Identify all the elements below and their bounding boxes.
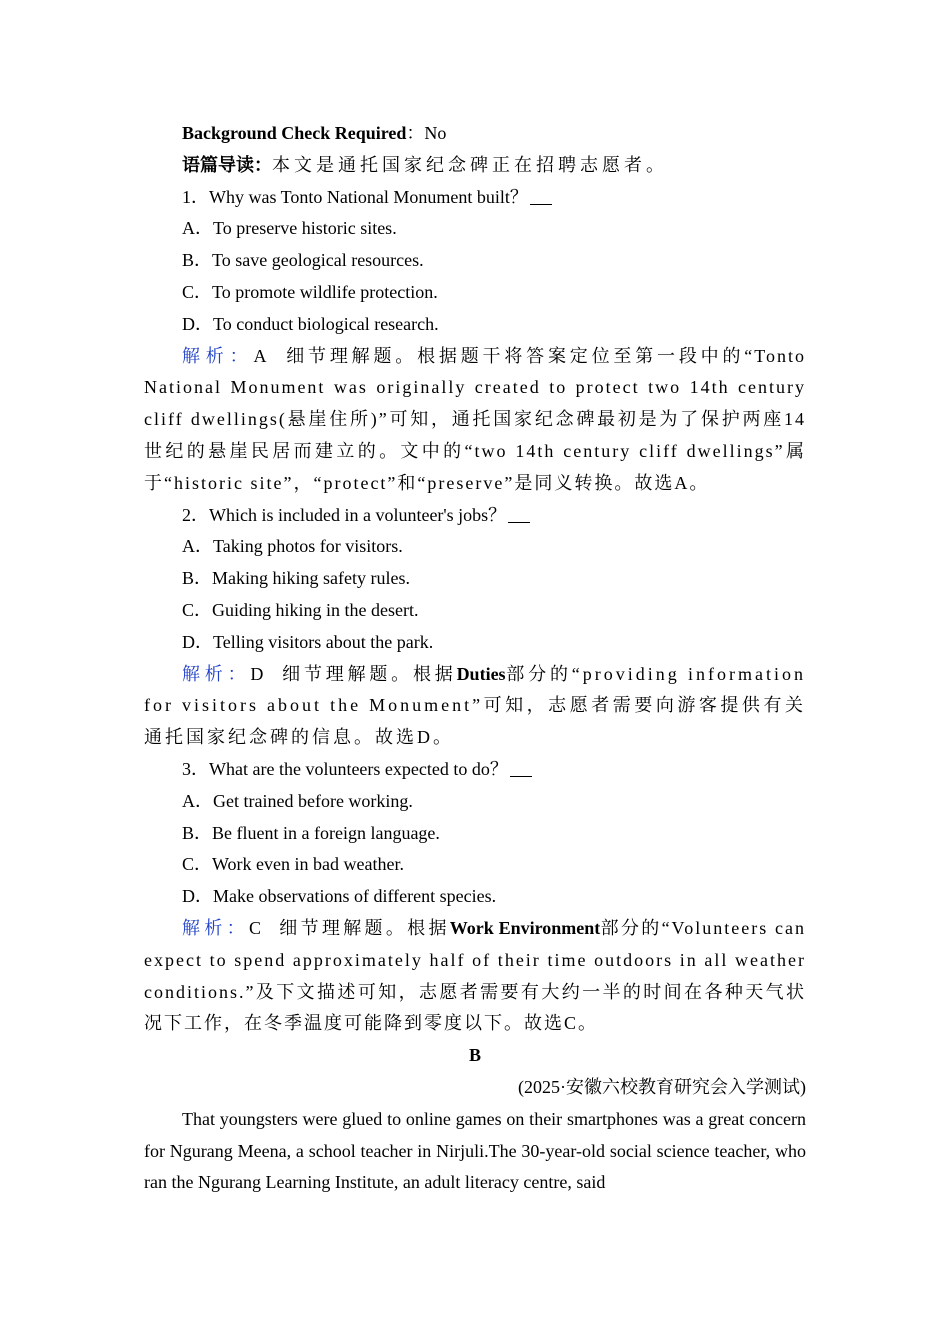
- answer-blank: [508, 504, 530, 523]
- bg-check-sep: ：: [406, 123, 425, 143]
- analysis-label: 解析：: [182, 917, 249, 938]
- analysis-2: [144, 659, 806, 754]
- analysis-answer: C: [248, 917, 261, 938]
- option: C．Guiding hiking in the desert.: [182, 599, 419, 620]
- option: C．Work even in bad weather.: [182, 854, 404, 875]
- option: B．To save geological resources.: [182, 250, 424, 271]
- option: D．To conduct biological research.: [182, 313, 439, 334]
- analysis-text-post: 部分的“providing information for visitors about the Monument”可知，志愿者需要向游客提供有关通托国家纪念碑的信息。故选D。: [144, 663, 807, 748]
- bg-check-value: No: [424, 123, 447, 143]
- analysis-3: [144, 913, 806, 1040]
- option: D．Telling visitors about the park.: [182, 631, 434, 652]
- question-2-stem: [144, 500, 806, 532]
- analysis-answer: A: [253, 345, 267, 366]
- question-1-stem: [144, 182, 806, 214]
- option: B．Making hiking safety rules.: [182, 568, 410, 589]
- option: A．To preserve historic sites.: [182, 218, 397, 239]
- option: A．Get trained before working.: [182, 790, 413, 811]
- bg-check-label: Background Check Required: [182, 123, 407, 143]
- passage-paragraph: That youngsters were glued to online games on their smartphones was a great concern for Ngurang Meena, a school teacher in Nirjuli.The 30-year-old social science teacher, who ran the Ngurang Learning Institute, an adult literacy centre, said: [144, 1108, 806, 1193]
- question-stem-text: 1．Why was Tonto National Monument built？: [182, 186, 528, 207]
- analysis-text: 细节理解题。根据题干将答案定位至第一段中的“Tonto National Monument was originally created to protect two 14th century cliff dwellings(悬崖住所)”可知，通托国家纪念碑最初是为了保护两座14世纪的悬崖民居而建立的。文中的“two 14th century cliff dwellings”属于“historic site”，“protect”和“preserve”是同义转换。故选A。: [144, 345, 806, 493]
- analysis-keyword: Work Environment: [449, 917, 601, 938]
- question-stem-text: 3．What are the volunteers expected to do？: [182, 758, 508, 779]
- analysis-label: 解析：: [182, 663, 251, 684]
- answer-blank: [530, 186, 552, 205]
- document-page: [144, 118, 806, 1199]
- answer-blank: [510, 758, 532, 777]
- question-stem-text: 2．Which is included in a volunteer's jobs？: [182, 504, 507, 525]
- bg-check-line: [144, 118, 806, 150]
- option: A．Taking photos for visitors.: [182, 536, 403, 557]
- section-source: (2025·安徽六校教育研究会入学测试): [518, 1076, 806, 1097]
- guide-line: [144, 150, 806, 182]
- analysis-text-pre: 细节理解题。根据: [281, 663, 457, 684]
- guide-label: 语篇导读：: [182, 154, 272, 175]
- analysis-answer: D: [250, 663, 264, 684]
- guide-text: 本文是通托国家纪念碑正在招聘志愿者。: [272, 154, 668, 175]
- option: C．To promote wildlife protection.: [182, 281, 438, 302]
- section-letter: B: [468, 1045, 481, 1066]
- option: D．Make observations of different species.: [182, 886, 497, 907]
- analysis-1: [144, 341, 806, 500]
- analysis-text-post: 部分的“Volunteers can expect to spend approximately half of their time outdoors in all weather conditions.”及下文描述可知，志愿者需要有大约一半的时间在各种天气状况下工作，在冬季温度可能降到零度以下。故选C。: [144, 917, 807, 1034]
- question-3-stem: [144, 754, 806, 786]
- analysis-text-pre: 细节理解题。根据: [278, 917, 450, 938]
- analysis-label: 解析：: [182, 345, 254, 366]
- analysis-keyword: Duties: [456, 663, 506, 684]
- option: B．Be fluent in a foreign language.: [182, 822, 440, 843]
